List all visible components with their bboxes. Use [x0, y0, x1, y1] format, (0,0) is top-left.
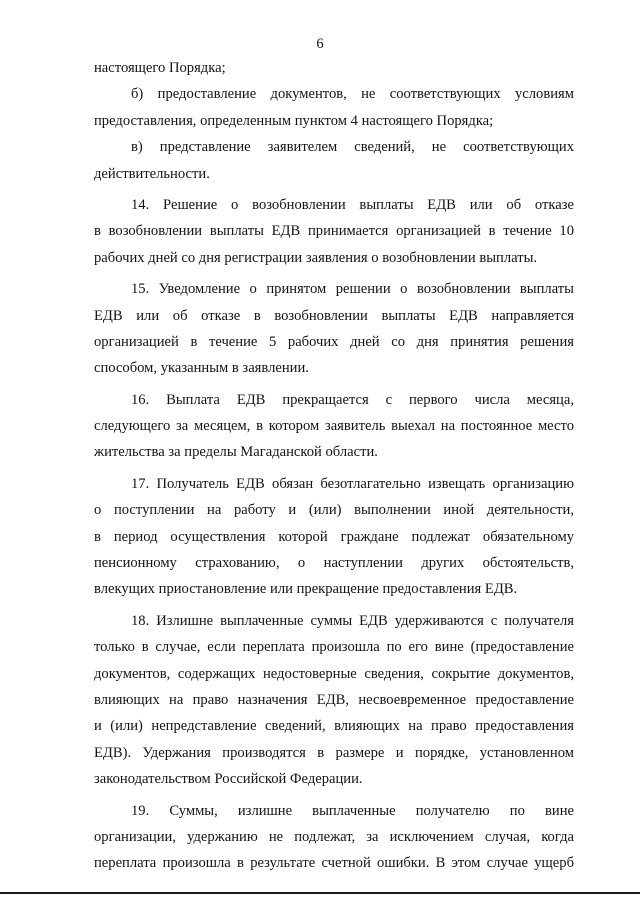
- text-line: влекущих приостановление или прекращение предоставления ЕДВ.: [94, 581, 518, 598]
- text-line: 17. Получатель ЕДВ обязан безотлагательно извещать организацию: [131, 475, 574, 492]
- text-line: в возобновлении выплаты ЕДВ принимается организацией в течение 10: [94, 223, 574, 240]
- text-line: 15. Уведомление о принятом решении о возобновлении выплаты: [131, 281, 574, 298]
- text-line: ЕДВ). Удержания производятся в размере и порядке, установленном: [94, 744, 574, 761]
- text-line: способом, указанным в заявлении.: [94, 360, 309, 377]
- text-line: пенсионному страхованию, о наступлении других обстоятельств,: [94, 555, 574, 572]
- bottom-rule: [0, 892, 640, 894]
- text-line: документов, содержащих недостоверные сведения, сокрытие документов,: [94, 665, 574, 682]
- text-line: и (или) непредставление сведений, влияющих на право предоставления: [94, 718, 574, 735]
- text-line: следующего за месяцем, в котором заявитель выехал на постоянное место: [94, 418, 574, 435]
- text-line: 19. Суммы, излишне выплаченные получателю по вине: [131, 802, 574, 819]
- text-line: влияющих на право назначения ЕДВ, несвоевременное предоставление: [94, 691, 574, 708]
- text-line: предоставления, определенным пунктом 4 настоящего Порядка;: [94, 112, 494, 129]
- text-line: переплата произошла в результате счетной ошибки. В этом случае ущерб: [94, 855, 574, 872]
- text-line: только в случае, если переплата произошла по его вине (предоставление: [94, 639, 574, 656]
- text-line: в период осуществления которой граждане подлежат обязательному: [94, 528, 574, 545]
- text-line: 14. Решение о возобновлении выплаты ЕДВ или об отказе: [131, 196, 574, 213]
- text-line: рабочих дней со дня регистрации заявления о возобновлении выплаты.: [94, 249, 538, 266]
- text-line: организации, удержанию не подлежат, за исключением случая, когда: [94, 828, 574, 845]
- text-line: жительства за пределы Магаданской области.: [94, 444, 378, 461]
- text-line: законодательством Российской Федерации.: [94, 771, 363, 788]
- text-line: в) представление заявителем сведений, не соответствующих: [131, 139, 574, 156]
- document-body: [94, 55, 574, 877]
- text-line: организацией в течение 5 рабочих дней со дня принятия решения: [94, 333, 574, 350]
- page-number: 6: [316, 36, 324, 52]
- text-line: б) предоставление документов, не соответствующих условиям: [131, 86, 574, 103]
- text-line: настоящего Порядка;: [94, 60, 226, 76]
- text-line: ЕДВ или об отказе в возобновлении выплаты ЕДВ направляется: [94, 307, 574, 324]
- text-line: действительности.: [94, 165, 210, 182]
- text-line: 16. Выплата ЕДВ прекращается с первого числа месяца,: [131, 391, 574, 408]
- text-line: о поступлении на работу и (или) выполнении иной деятельности,: [94, 502, 574, 519]
- text-line: 18. Излишне выплаченные суммы ЕДВ удерживаются с получателя: [131, 612, 574, 629]
